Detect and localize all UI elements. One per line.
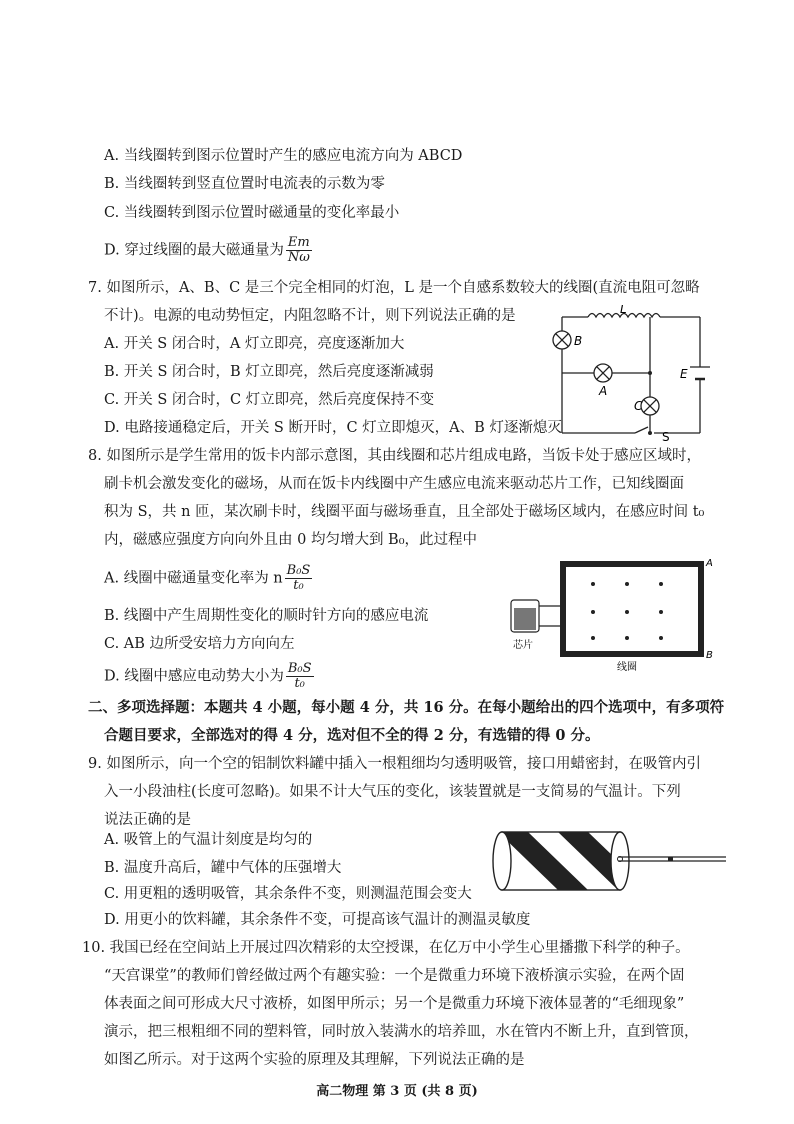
- q7-stem-1: 7. 如图所示，A、B、C 是三个完全相同的灯泡，L 是一个自感系数较大的线圈(直流电阻可忽略: [88, 280, 700, 296]
- q6-option-c: C. 当线圈转到图示位置时磁通量的变化率最小: [104, 205, 400, 221]
- q7-label-a: A: [599, 384, 608, 398]
- q9-option-c: C. 用更粗的透明吸管，其余条件不变，则测温范围会变大: [104, 886, 472, 902]
- q8-label-coil: 线圈: [617, 662, 637, 673]
- q9-option-a: A. 吸管上的气温计刻度是均匀的: [104, 832, 313, 848]
- section-2-heading-1: 二、多项选择题：本题共 4 小题，每小题 4 分，共 16 分。在每小题给出的四个选项中，有多项符: [88, 699, 725, 716]
- q7-option-d: D. 电路接通稳定后，开关 S 断开时，C 灯立即熄灭，A、B 灯逐渐熄灭: [104, 420, 562, 436]
- q9-stem-1: 9. 如图所示，向一个空的铝制饮料罐中插入一根粗细均匀透明吸管，接口用蜡密封，在吸管内引: [88, 756, 701, 772]
- q10-stem-1: 10. 我国已经在空间站上开展过四次精彩的太空授课，在亿万中小学生心里播撒下科学的种子。: [82, 940, 690, 956]
- q7-label-l: L: [620, 305, 627, 316]
- q6-option-a: A. 当线圈转到图示位置时产生的感应电流方向为 ABCD: [104, 148, 463, 164]
- q7-stem-2: 不计)。电源的电动势恒定，内阻忽略不计，则下列说法正确的是: [104, 308, 516, 324]
- q8-option-a-text: A. 线圈中磁通量变化率为 n: [104, 570, 283, 587]
- q9-option-b: B. 温度升高后，罐中气体的压强增大: [104, 860, 342, 876]
- q7-label-s: S: [662, 430, 670, 444]
- q9-can-diagram: [488, 826, 733, 898]
- q8-label-b: B: [706, 650, 713, 661]
- q6-d-denominator: Nω: [287, 250, 310, 265]
- q7-option-c: C. 开关 S 闭合时，C 灯立即亮，然后亮度保持不变: [104, 392, 435, 408]
- q8-label-a: A: [706, 558, 713, 569]
- q8-label-chip: 芯片: [513, 640, 533, 651]
- q8-stem-4: 内，磁感应强度方向向外且由 0 均匀增大到 B₀，此过程中: [104, 532, 478, 548]
- q8-option-a-fraction: [285, 564, 313, 593]
- q10-stem-3: 体表面之间可形成大尺寸液桥，如图甲所示；另一个是微重力环境下液体显著的“毛细现象”: [104, 996, 685, 1012]
- q8-field-dots: [591, 582, 663, 640]
- q8-card-diagram: [505, 556, 730, 676]
- q8-a-denominator: t₀: [293, 578, 304, 593]
- q7-circuit-diagram: [550, 305, 730, 445]
- q10-stem-4: 演示，把三根粗细不同的塑料管，同时放入装满水的培养皿，水在管内不断上升，直到管顶，: [104, 1024, 699, 1040]
- q8-option-a: [104, 564, 312, 593]
- q8-option-b: B. 线圈中产生周期性变化的顺时针方向的感应电流: [104, 608, 429, 624]
- q7-option-a: A. 开关 S 闭合时，A 灯立即亮，亮度逐渐加大: [104, 336, 405, 352]
- q8-option-c: C. AB 边所受安培力方向向左: [104, 636, 295, 652]
- q6-option-d: [104, 236, 312, 265]
- chip-icon: [511, 600, 563, 632]
- q8-a-numerator: B₀S: [286, 563, 311, 578]
- q7-option-b: B. 开关 S 闭合时，B 灯立即亮，然后亮度逐渐减弱: [104, 364, 434, 380]
- q8-stem-1: 8. 如图所示是学生常用的饭卡内部示意图，其由线圈和芯片组成电路，当饭卡处于感应区域时，: [88, 448, 701, 464]
- q7-label-e: E: [680, 367, 688, 381]
- q6-d-numerator: Em: [286, 236, 312, 251]
- q10-stem-5: 如图乙所示。对于这两个实验的原理及其理解，下列说法正确的是: [104, 1052, 525, 1068]
- page-footer: 高二物理 第 3 页 (共 8 页): [316, 1084, 478, 1099]
- q8-stem-3: 积为 S，共 n 匝，某次刷卡时，线圈平面与磁场垂直，且全部处于磁场区域内，在感应时间 t₀: [104, 504, 705, 520]
- q9-stem-3: 说法正确的是: [104, 812, 191, 828]
- q9-stem-2: 入一小段油柱(长度可忽略)。如果不计大气压的变化，该装置就是一支简易的气温计。下列: [104, 784, 681, 800]
- q8-d-numerator: B₀S: [287, 661, 312, 676]
- q6-option-d-text: D. 穿过线圈的最大磁通量为: [104, 242, 284, 259]
- q6-option-d-fraction: [286, 236, 312, 265]
- q7-label-c: C: [634, 399, 643, 413]
- q6-option-b: B. 当线圈转到竖直位置时电流表的示数为零: [104, 176, 385, 192]
- q8-option-d-text: D. 线圈中感应电动势大小为: [104, 668, 284, 685]
- q8-d-denominator: t₀: [294, 676, 305, 691]
- section-2-heading-2: 合题目要求，全部选对的得 4 分，选对但不全的得 2 分，有选错的得 0 分。: [104, 727, 600, 744]
- q9-option-d: D. 用更小的饮料罐，其余条件不变，可提高该气温计的测温灵敏度: [104, 912, 531, 928]
- q8-stem-2: 刷卡机会激发变化的磁场，从而在饭卡内线圈中产生感应电流来驱动芯片工作，已知线圈面: [104, 476, 684, 492]
- q8-option-d-fraction: [286, 662, 314, 691]
- q7-label-b: B: [574, 334, 583, 348]
- q10-stem-2: “天宫课堂”的教师们曾经做过两个有趣实验：一个是微重力环境下液桥演示实验，在两个固: [104, 968, 685, 984]
- q8-option-d: [104, 662, 314, 691]
